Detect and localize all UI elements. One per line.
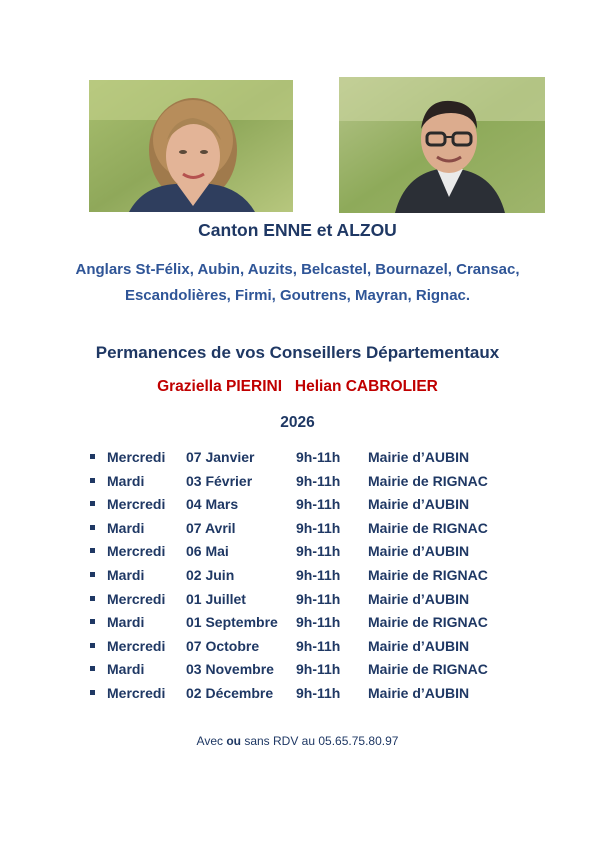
schedule-date: 07 Avril xyxy=(186,519,236,536)
permanences-heading: Permanences de vos Conseillers Départementaux xyxy=(95,343,500,362)
schedule-day: Mercredi xyxy=(107,543,166,560)
schedule-day: Mardi xyxy=(107,566,145,583)
schedule-place: Mairie de RIGNAC xyxy=(368,566,488,583)
bullet-icon xyxy=(90,454,95,459)
schedule-day: Mercredi xyxy=(107,449,166,465)
schedule-place: Mairie d’AUBIN xyxy=(368,684,470,701)
schedule-item xyxy=(86,682,566,706)
schedule-time: 9h-11h xyxy=(296,519,341,536)
schedule-date: 01 Juillet xyxy=(186,590,246,607)
bullet-icon xyxy=(90,525,95,530)
schedule-day: Mercredi xyxy=(107,496,166,513)
schedule-date: 04 Mars xyxy=(186,496,239,513)
bullet-icon xyxy=(90,690,95,695)
schedule-day: Mardi xyxy=(107,519,145,536)
schedule-time: 9h-11h xyxy=(296,661,341,678)
schedule-item xyxy=(86,517,566,541)
schedule-place: Mairie d’AUBIN xyxy=(368,637,470,654)
schedule-place: Mairie de RIGNAC xyxy=(368,661,488,678)
schedule-time: 9h-11h xyxy=(296,543,341,560)
councillor-photo-man xyxy=(339,77,545,213)
schedule-time: 9h-11h xyxy=(296,566,341,583)
schedule-date: 01 Septembre xyxy=(186,614,278,631)
schedule-day: Mercredi xyxy=(107,590,166,607)
bullet-icon xyxy=(90,643,95,648)
councillor-photo-woman xyxy=(89,80,293,212)
schedule-item xyxy=(86,446,566,470)
footer-text-after: sans RDV au 05.65.75.80.97 xyxy=(241,734,399,748)
schedule-date: 02 Juin xyxy=(186,566,235,583)
footer-emphasis: ou xyxy=(226,734,241,748)
schedule-list xyxy=(86,446,566,706)
contact-footer xyxy=(0,734,595,748)
bullet-icon xyxy=(90,478,95,483)
schedule-time: 9h-11h xyxy=(296,449,341,465)
schedule-day: Mercredi xyxy=(107,637,166,654)
schedule-day: Mardi xyxy=(107,472,145,489)
schedule-date: 03 Novembre xyxy=(186,661,274,678)
schedule-time: 9h-11h xyxy=(296,472,341,489)
year-label: 2026 xyxy=(280,414,315,431)
communes-list: Anglars St-Félix, Aubin, Auzits, Belcastel, Bournazel, Cransac, Escandolières, Firmi, Goutrens, Mayran, Rignac. xyxy=(75,261,520,304)
schedule-day: Mercredi xyxy=(107,684,166,701)
schedule-place: Mairie d’AUBIN xyxy=(368,496,470,513)
schedule-time: 9h-11h xyxy=(296,496,341,513)
footer-text-before: Avec xyxy=(196,734,227,748)
schedule-day: Mardi xyxy=(107,661,145,678)
schedule-time: 9h-11h xyxy=(296,590,341,607)
schedule-date: 02 Décembre xyxy=(186,684,274,701)
schedule-date: 06 Mai xyxy=(186,543,229,560)
schedule-item xyxy=(86,540,566,564)
schedule-item xyxy=(86,493,566,517)
schedule-place: Mairie d’AUBIN xyxy=(368,590,470,607)
bullet-icon xyxy=(90,572,95,577)
schedule-date: 07 Octobre xyxy=(186,637,260,654)
bullet-icon xyxy=(90,619,95,624)
bullet-icon xyxy=(90,666,95,671)
schedule-place: Mairie d’AUBIN xyxy=(368,449,470,465)
schedule-item xyxy=(86,611,566,635)
schedule-place: Mairie d’AUBIN xyxy=(368,543,470,560)
schedule-item xyxy=(86,588,566,612)
councillor-names: Graziella PIERINI Helian CABROLIER xyxy=(157,378,438,395)
schedule-time: 9h-11h xyxy=(296,637,341,654)
schedule-place: Mairie de RIGNAC xyxy=(368,472,488,489)
schedule-item xyxy=(86,470,566,494)
bullet-icon xyxy=(90,548,95,553)
schedule-day: Mardi xyxy=(107,614,145,631)
schedule-item xyxy=(86,635,566,659)
schedule-place: Mairie de RIGNAC xyxy=(368,519,488,536)
schedule-time: 9h-11h xyxy=(296,684,341,701)
bullet-icon xyxy=(90,596,95,601)
schedule-place: Mairie de RIGNAC xyxy=(368,614,488,631)
schedule-time: 9h-11h xyxy=(296,614,341,631)
bullet-icon xyxy=(90,501,95,506)
schedule-item xyxy=(86,658,566,682)
canton-title: Canton ENNE et ALZOU xyxy=(198,220,397,240)
schedule-item xyxy=(86,564,566,588)
schedule-date: 07 Janvier xyxy=(186,449,255,465)
schedule-date: 03 Février xyxy=(186,472,253,489)
